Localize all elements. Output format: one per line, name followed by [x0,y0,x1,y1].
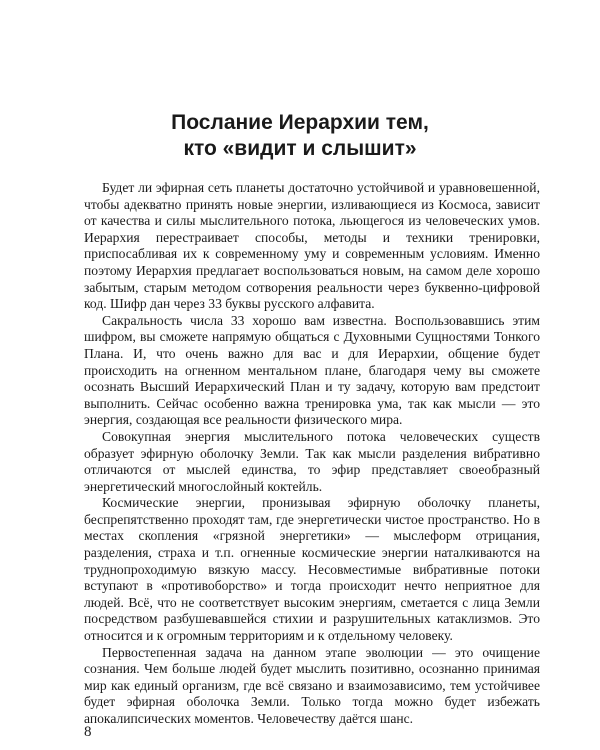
chapter-title [0,110,600,162]
chapter-title-line-2: кто «видит и слышит» [183,137,417,160]
page-number: 8 [84,724,92,740]
paragraph: Совокупная энергия мыслительного потока человеческих существ образует эфирную оболочку Земли. Так как мысли разделения вибративно отличаются от мыслей единства, то эфир представляет своеобразный энергетический многослойный коктейль. [84,428,540,494]
chapter-title-line-1: Послание Иерархии тем, [171,111,429,134]
body-text [84,180,540,728]
paragraph: Первостепенная задача на данном этапе эволюции — это очищение сознания. Чем больше людей будет мыслить позитивно, осознанно принимая мир как единый организм, где всё связано и взаимозависимо, тем устойчивее будет эфирная оболочка Земли. Только тогда можно будет избежать апокалипсических моментов. Человечеству даётся шанс. [84,644,540,726]
paragraph: Космические энергии, пронизывая эфирную оболочку планеты, беспрепятственно проходят там, где энергетически чистое пространство. Но в местах скопления «грязной энергетики» — мыслеформ отрицания, разделения, страха и т.п. огненные космические энергии наталкиваются на труднопроходимую вязкую массу. Несовместимые вибративные потоки вступают в «противоборство» и тогда происходит нечто неприятное для людей. Всё, что не соответствует высоким энергиям, сметается с лица Земли посредством разбушевавшейся стихии и разрушительных катаклизмов. Это относится и к огромным территориям и к отдельному человеку. [84,495,540,644]
paragraph: Сакральность числа 33 хорошо вам известна. Воспользовавшись этим шифром, вы сможете напрямую общаться с Духовными Сущностями Тонкого Плана. И, что очень важно для вас и для Иерархии, общение будет происходить на огненном ментальном плане, благодаря чему вы сможете осознать Высший Иерархический План и ту задачу, которую вам предстоит выполнить. Сейчас особенно важна тренировка ума, так как мысли — это энергия, создающая все реальности физического мира. [84,312,540,428]
paragraph: Будет ли эфирная сеть планеты достаточно устойчивой и уравновешенной, чтобы адекватно принять новые энергии, изливающиеся из Космоса, зависит от качества и силы мыслительного потока, льющегося из человеческих умов. Иерархия перестраивает способы, методы и техники тренировки, приспосабливая их к современному уму и современным условиям. Именно поэтому Иерархия предлагает воспользоваться новым, на самом деле хорошо забытым, старым методом сотворения реальности через буквенно-цифровой код. Шифр дан через 33 буквы русского алфавита. [84,180,540,312]
